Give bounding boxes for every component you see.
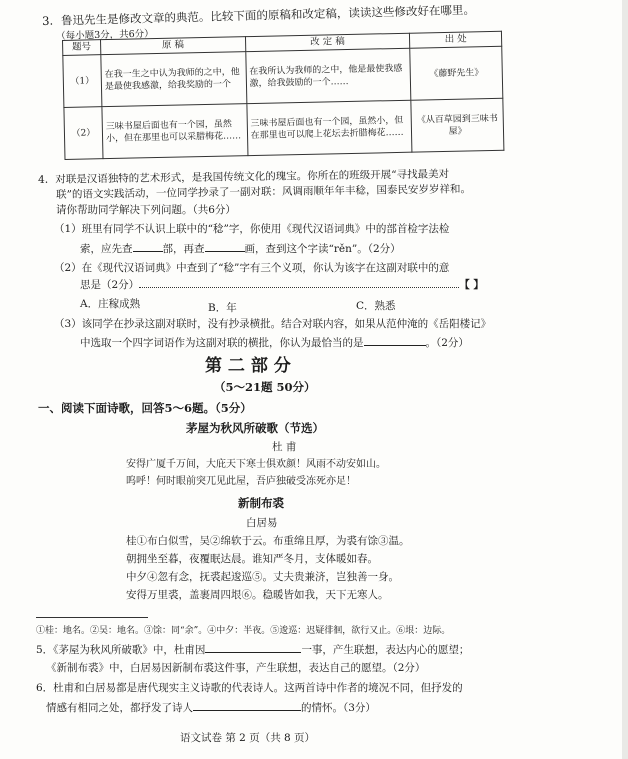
header-source: 出 处 — [410, 31, 502, 48]
answer-blank-horizontal-scroll[interactable] — [364, 335, 426, 346]
poem2-line: 中夕④忽有念，抚裘起逡巡⑤。丈夫贵兼济，岂独善一身。 — [126, 571, 399, 583]
answer-blank-radical[interactable] — [133, 241, 163, 252]
q4-part2-line2 — [80, 278, 484, 292]
page-footer: 语文试卷 第 2 页（共 8 页） — [180, 732, 316, 744]
q6-line2 — [46, 700, 376, 715]
row-revised: 三味书屋后面也有一个园，虽然小，但在那里也可以爬上花坛去折腊梅花…… — [246, 100, 412, 155]
scan-edge-shadow — [622, 0, 628, 759]
option-a: A．庄稼成熟 — [80, 298, 141, 310]
poem1-title: 茅屋为秋风所破歌（节选） — [186, 421, 324, 435]
poem2-line: 桂①布白似雪，吴②绵软于云。布重绵且厚，为裘有馀③温。 — [126, 535, 410, 547]
row-source: 《从百草园到三味书屋》 — [411, 98, 504, 152]
answer-blank-q6[interactable] — [193, 700, 301, 711]
q4-part3-text-a: 中选取一个四字词语作为这副对联的横批，你认为最恰当的是 — [80, 337, 364, 349]
row-num: （1） — [63, 55, 102, 108]
part-two-subtitle: （5～21题 50分） — [214, 380, 316, 394]
q5-line1 — [36, 642, 469, 657]
option-c: C．熟悉 — [356, 300, 396, 312]
q5-line2: 《新制布裘》中，白居易因新制布裘这件事，产生联想，表达自己的愿望。（2分） — [46, 662, 426, 674]
header-revised: 改 定 稿 — [245, 33, 410, 51]
header-original: 原 稿 — [100, 37, 245, 55]
poem2-line: 安得万里裘，盖裹周四垠⑥。稳暖皆如我，天下无寒人。 — [126, 589, 389, 601]
answer-blank-q5[interactable] — [205, 642, 301, 653]
q5-text-a: 5．《茅屋为秋风所破歌》中，杜甫因 — [36, 644, 206, 656]
q4-part2-line1: （2）在《现代汉语词典》中查到了“稔”字有三个义项，你认为该字在这副对联中的意 — [54, 262, 450, 274]
footnote: ①桂：地名。②吴：地名。③馀：同“余”。④中夕：半夜。⑤逡巡：迟疑徘徊，欲行又止。⑥垠：边际。 — [36, 626, 451, 636]
dotted-leader — [139, 279, 459, 288]
q4-part3-text-b: 。（2分） — [425, 337, 469, 349]
poem2-title: 新制布裘 — [238, 496, 284, 510]
q6-text-a: 情感有相同之处，都抒发了诗人 — [46, 702, 193, 714]
q3-score: （每小题3分，共6分） — [56, 28, 154, 42]
answer-blank-strokes[interactable] — [205, 241, 245, 252]
poem1-line: 安得广厦千万间，大庇天下寒士俱欢颜！风雨不动安如山。 — [126, 459, 386, 470]
row-source: 《藤野先生》 — [410, 46, 503, 100]
section-one-heading: 一、阅读下面诗歌，回答5～6题。（5分） — [38, 401, 252, 415]
q4-intro-line3: 请你帮助同学解决下列问题。（共6分） — [56, 204, 236, 216]
poem1-line: 呜呼！何时眼前突兀见此屋，吾庐独破受冻死亦足！ — [126, 476, 356, 487]
q6-text-b: 的情怀。（3分） — [301, 702, 376, 714]
footnote-divider — [36, 617, 148, 618]
q4-part2-text: 思是（2分） — [80, 279, 140, 291]
q4-part1-text-b: 部，再查 — [162, 243, 205, 255]
poem2-line: 朝拥坐至暮，夜覆眠达晨。谁知严冬月，支体暖如春。 — [126, 553, 378, 565]
q4-part1-text-a: 索，应先查 — [80, 243, 133, 255]
table-row — [64, 98, 504, 159]
table-row — [63, 46, 503, 107]
row-original: 三味书屋后面也有一个园，虽然小，但在那里也可以采腊梅花…… — [102, 104, 248, 159]
q4-part1-line1: （1）班里有同学不认识上联中的“稔”字，你使用《现代汉语词典》中的部首检字法检 — [54, 223, 450, 235]
row-num: （2） — [64, 107, 103, 160]
poem2-author: 白居易 — [246, 517, 278, 529]
poem1-author: 杜 甫 — [272, 441, 297, 453]
q4-part1-text-c: 画，查到这个字读“rěn”。（2分） — [244, 243, 401, 255]
q4-part3-line1: （3）该同学在抄录这副对联时，没有抄录横批。结合对联内容，如果从范仲淹的《岳阳楼记》 — [54, 318, 492, 330]
answer-bracket[interactable]: 【 】 — [459, 279, 484, 291]
part-two-title: 第 二 部 分 — [205, 356, 291, 376]
q4-intro-line2: 联”的语文实践活动，一位同学抄录了一副对联：风调雨顺年年丰稔，国泰民安岁岁祥和。 — [56, 183, 472, 201]
q4-part1-line2 — [80, 241, 401, 256]
row-revised: 在我所认为我师的之中，他是最使我感激，给我鼓励的一个…… — [245, 48, 411, 103]
q3-title: 3．鲁迅先生是修改文章的典范。比较下面的原稿和改定稿，读读这些修改好在哪里。 — [42, 2, 476, 28]
q5-text-b: 一事，产生联想，表达内心的愿望； — [301, 644, 470, 656]
q4-part3-line2 — [80, 335, 469, 350]
option-b: B．年 — [208, 302, 237, 314]
q4-intro-line1: 4．对联是汉语独特的艺术形式，是我国传统文化的瑰宝。你所在的班级开展“寻找最美对 — [38, 168, 450, 186]
header-num: 题号 — [63, 40, 101, 56]
revision-table — [62, 31, 504, 160]
q6-line1: 6．杜甫和白居易都是唐代现实主义诗歌的代表诗人。这两首诗中作者的境况不同，但抒发的 — [36, 682, 463, 694]
row-original: 在我一生之中认为我师的之中，他是最使我感激，给我奖励的一个 — [101, 52, 247, 107]
